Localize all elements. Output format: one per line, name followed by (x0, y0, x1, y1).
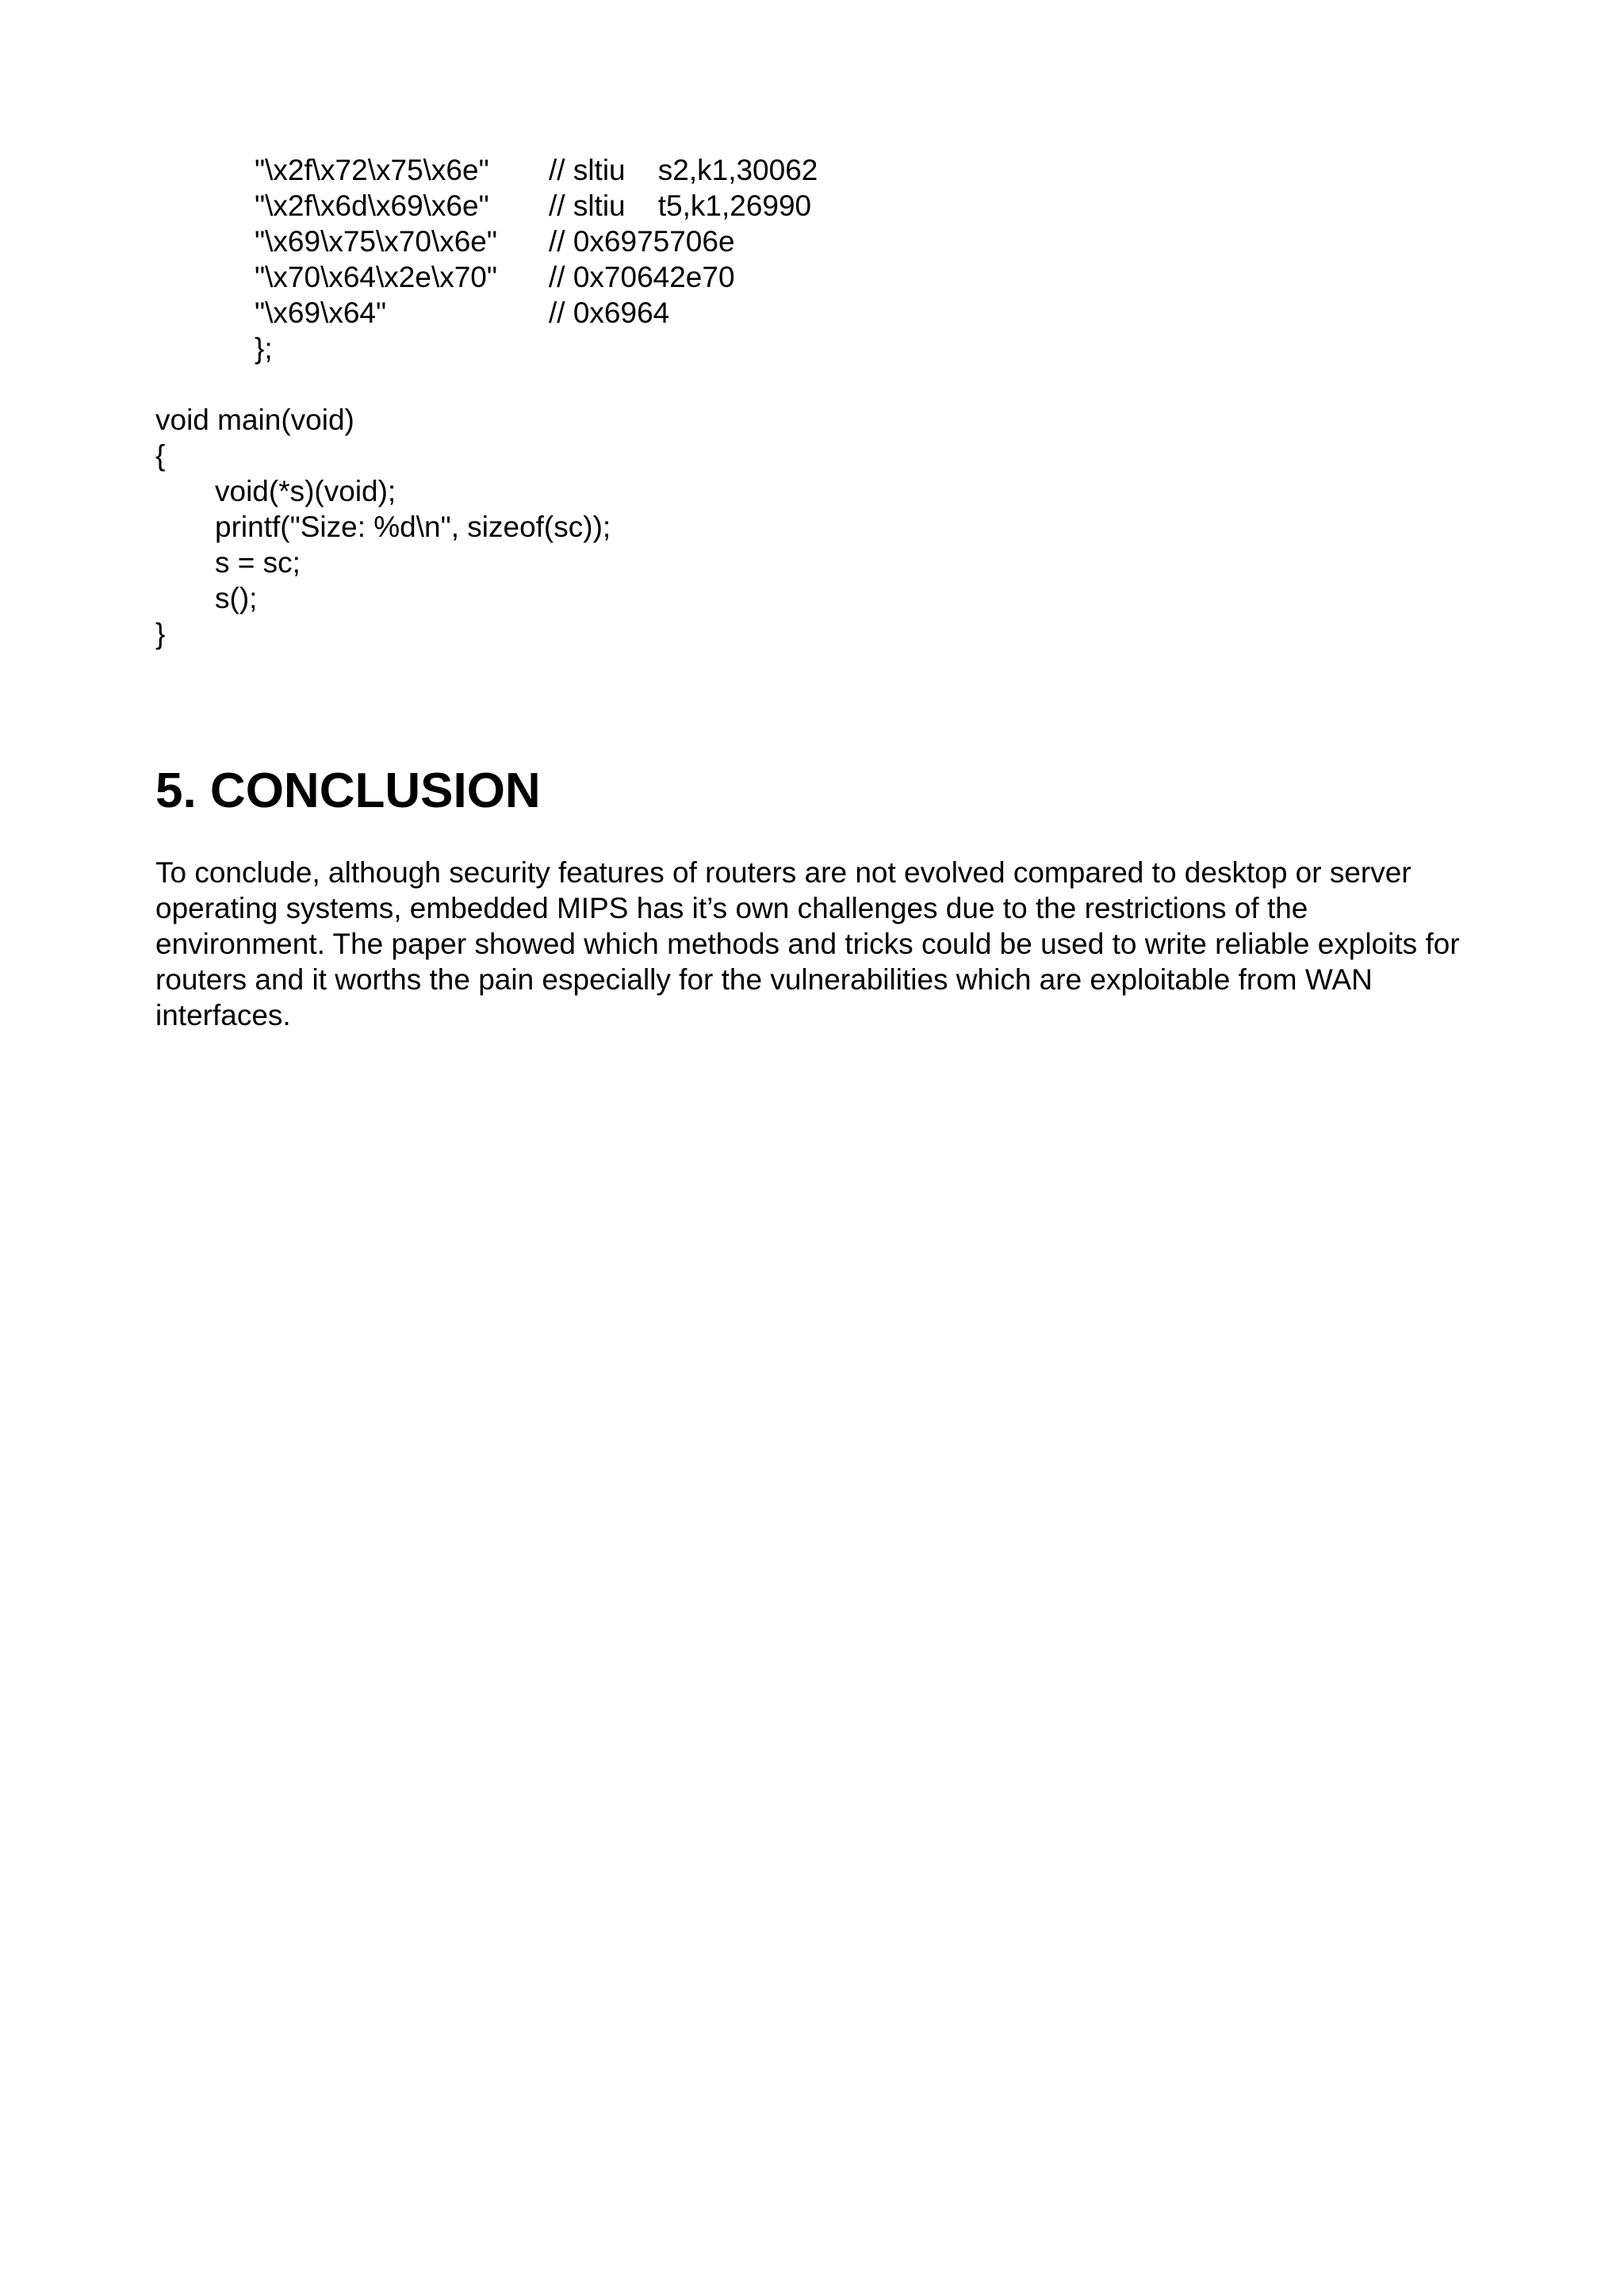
code-listing (155, 152, 1503, 652)
code-hex-string: "\x2f\x72\x75\x6e" (255, 154, 489, 186)
code-line-hex-2 (155, 188, 1503, 224)
code-line-close-brace (155, 616, 1503, 652)
code-line-body-1 (155, 473, 1503, 509)
code-line-main-signature (155, 402, 1503, 438)
code-comment: // sltiu s2,k1,30062 (549, 154, 818, 186)
code-line-array-close (155, 331, 1503, 366)
code-comment: // 0x70642e70 (549, 261, 735, 293)
code-hex-string: "\x69\x64" (255, 297, 387, 329)
section-heading: 5. CONCLUSION (155, 763, 541, 818)
code-statement: s(); (215, 582, 258, 614)
code-line-hex-3 (155, 224, 1503, 259)
code-open-brace: { (155, 439, 166, 472)
code-blank-line (155, 366, 1503, 402)
code-hex-string: "\x69\x75\x70\x6e" (255, 225, 498, 258)
code-statement: void(*s)(void); (215, 475, 396, 507)
code-line-hex-5 (155, 295, 1503, 331)
code-hex-string: "\x70\x64\x2e\x70" (255, 261, 498, 293)
code-statement: printf("Size: %d\n", sizeof(sc)); (215, 511, 611, 543)
code-line-hex-1 (155, 152, 1503, 188)
code-comment: // sltiu t5,k1,26990 (549, 189, 812, 222)
code-line-body-2 (155, 509, 1503, 545)
code-line-body-3 (155, 545, 1503, 580)
conclusion-paragraph: To conclude, although security features of routers are not evolved compared to desktop or server operating systems, embedded MIPS has it’s own challenges due to the restrictions of the environment. The paper showed which methods and tricks could be used to write reliable exploits for routers and it worths the pain especially for the vulnerabilities which are exploitable from WAN interfaces. (155, 856, 1460, 1031)
code-line-open-brace (155, 438, 1503, 473)
code-array-close: }; (255, 332, 273, 365)
code-hex-string: "\x2f\x6d\x69\x6e" (255, 189, 489, 222)
code-comment: // 0x6975706e (549, 225, 735, 258)
code-main-signature: void main(void) (155, 404, 354, 436)
code-line-body-4 (155, 580, 1503, 616)
code-comment: // 0x6964 (549, 297, 670, 329)
code-line-hex-4 (155, 259, 1503, 295)
code-statement: s = sc; (215, 546, 301, 579)
code-close-brace: } (155, 618, 166, 650)
